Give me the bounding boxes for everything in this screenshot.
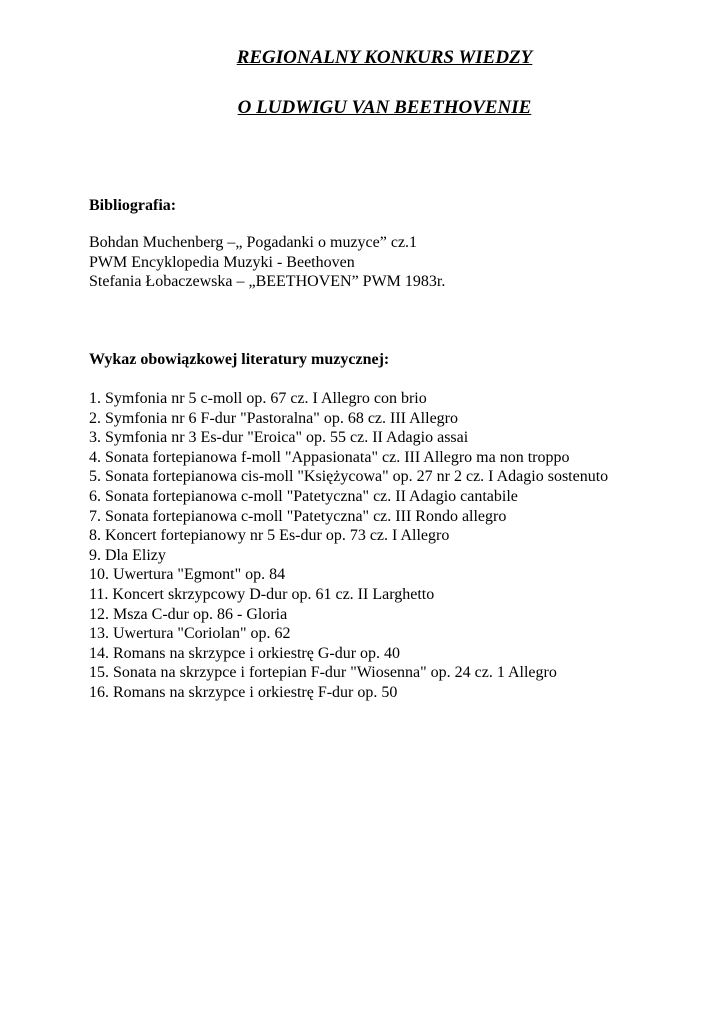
literature-item: 7. Sonata fortepianowa c-moll "Patetyczna" cz. III Rondo allegro bbox=[89, 507, 507, 525]
bibliography-item: PWM Encyklopedia Muzyki - Beethoven bbox=[89, 253, 355, 271]
literature-item: 14. Romans na skrzypce i orkiestrę G-dur op. 40 bbox=[89, 644, 401, 662]
bibliography-list bbox=[89, 233, 445, 292]
bibliography-heading: Bibliografia: bbox=[89, 197, 177, 214]
bibliography-item: Stefania Łobaczewska – „BEETHOVEN” PWM 1983r. bbox=[89, 273, 446, 291]
literature-item: 10. Uwertura "Egmont" op. 84 bbox=[89, 566, 286, 584]
literature-item: 13. Uwertura "Coriolan" op. 62 bbox=[89, 625, 291, 643]
literature-item: 3. Symfonia nr 3 Es-dur "Eroica" op. 55 cz. II Adagio assai bbox=[89, 429, 469, 447]
literature-item: 2. Symfonia nr 6 F-dur "Pastoralna" op. 68 cz. III Allegro bbox=[89, 409, 458, 427]
literature-item: 16. Romans na skrzypce i orkiestrę F-dur op. 50 bbox=[89, 683, 398, 701]
literature-list bbox=[89, 389, 608, 703]
literature-item: 1. Symfonia nr 5 c-moll op. 67 cz. I Allegro con brio bbox=[89, 390, 427, 407]
literature-item: 11. Koncert skrzypcowy D-dur op. 61 cz. II Larghetto bbox=[89, 585, 435, 603]
literature-item: 4. Sonata fortepianowa f-moll "Appasionata" cz. III Allegro ma non troppo bbox=[89, 448, 570, 466]
literature-item: 12. Msza C-dur op. 86 - Gloria bbox=[89, 605, 288, 623]
document-title-line-2: O LUDWIGU VAN BEETHOVENIE bbox=[237, 97, 532, 118]
bibliography-item: Bohdan Muchenberg –„ Pogadanki o muzyce” cz.1 bbox=[89, 234, 418, 251]
literature-item: 5. Sonata fortepianowa cis-moll "Księżycowa" op. 27 nr 2 cz. I Adagio sostenuto bbox=[89, 468, 609, 486]
literature-item: 9. Dla Elizy bbox=[89, 546, 166, 564]
literature-item: 8. Koncert fortepianowy nr 5 Es-dur op. 73 cz. I Allegro bbox=[89, 527, 450, 545]
literature-heading: Wykaz obowiązkowej literatury muzycznej: bbox=[89, 351, 390, 368]
document-title-line-1: REGIONALNY KONKURS WIEDZY bbox=[236, 47, 533, 68]
literature-item: 6. Sonata fortepianowa c-moll "Patetyczna" cz. II Adagio cantabile bbox=[89, 487, 518, 505]
literature-item: 15. Sonata na skrzypce i fortepian F-dur "Wiosenna" op. 24 cz. 1 Allegro bbox=[89, 664, 557, 682]
